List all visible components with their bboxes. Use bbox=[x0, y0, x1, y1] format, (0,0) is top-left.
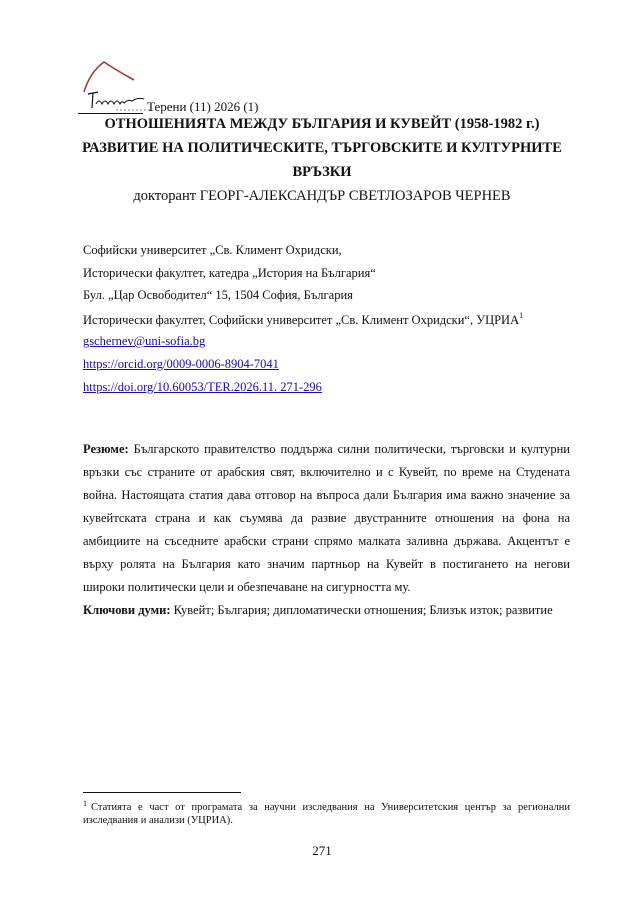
orcid-link[interactable]: https://orcid.org/0009-0006-8904-7041 bbox=[83, 357, 279, 371]
affiliation-line-1: Софийски университет „Св. Климент Охридски, bbox=[83, 243, 342, 257]
article-title-line-1: ОТНОШЕНИЯТА МЕЖДУ БЪЛГАРИЯ И КУВЕЙТ (1958-1982 г.) bbox=[104, 116, 540, 132]
affiliation-line-2: Исторически факултет, катедра „История на България“ bbox=[83, 266, 376, 280]
footnote bbox=[83, 797, 570, 827]
footnote-reference[interactable]: 1 bbox=[519, 311, 524, 320]
author-name: докторант ГЕОРГ-АЛЕКСАНДЪР СВЕТЛОЗАРОВ ЧЕРНЕВ bbox=[133, 188, 511, 204]
page-number: 271 bbox=[312, 843, 332, 858]
affiliation-line-3: Бул. „Цар Освободител“ 15, 1504 София, България bbox=[83, 288, 353, 302]
journal-reference: Терени (11) 2026 (1) bbox=[147, 99, 259, 114]
email-link[interactable]: gschernev@uni-sofia.bg bbox=[83, 334, 206, 348]
footnote-separator bbox=[83, 792, 241, 793]
affiliation-line-4 bbox=[83, 311, 523, 328]
article-title-line-3: ВРЪЗКИ bbox=[292, 164, 352, 180]
keywords-text: Кувейт; България; дипломатически отношения; Близък изток; развитие bbox=[173, 603, 553, 617]
abstract-text: Българското правителство поддържа силни политически, търговски и културни връзки със страните от арабския свят, включително и с Кувейт, по време на Студената война. Настоящата статия дава отговор на въпроса дали България има важно значение за кувейтската страна и как съумява да развие двустранните отношения на фона на амбициите на съседните арабски страни спрямо малката заливна държава. Акцентът е върху ролята на България като значим партньор на Кувейт в постигането на негови широки политически цели и обезпечаване на сигурността му. bbox=[83, 442, 570, 594]
doi-link[interactable]: https://doi.org/10.60053/TER.2026.11. 271-296 bbox=[83, 380, 322, 394]
article-title-line-2: РАЗВИТИЕ НА ПОЛИТИЧЕСКИТЕ, ТЪРГОВСКИТЕ И КУЛТУРНИТЕ bbox=[82, 140, 562, 156]
footnote-text: Статията е част от програмата за научни изследвания на Университетския център за регионални изследвания и анализи (УЦРИА). bbox=[83, 802, 570, 826]
abstract-section bbox=[83, 438, 570, 622]
keywords-paragraph bbox=[83, 599, 570, 622]
keywords-label: Ключови думи: bbox=[83, 603, 171, 617]
affiliation-line-4-text: Исторически факултет, Софийски университет „Св. Климент Охридски“, УЦРИА bbox=[83, 313, 520, 327]
footnote-mark: 1 bbox=[83, 799, 87, 808]
abstract-paragraph bbox=[83, 438, 570, 599]
abstract-label: Резюме: bbox=[83, 442, 129, 456]
header-rule bbox=[78, 113, 143, 114]
